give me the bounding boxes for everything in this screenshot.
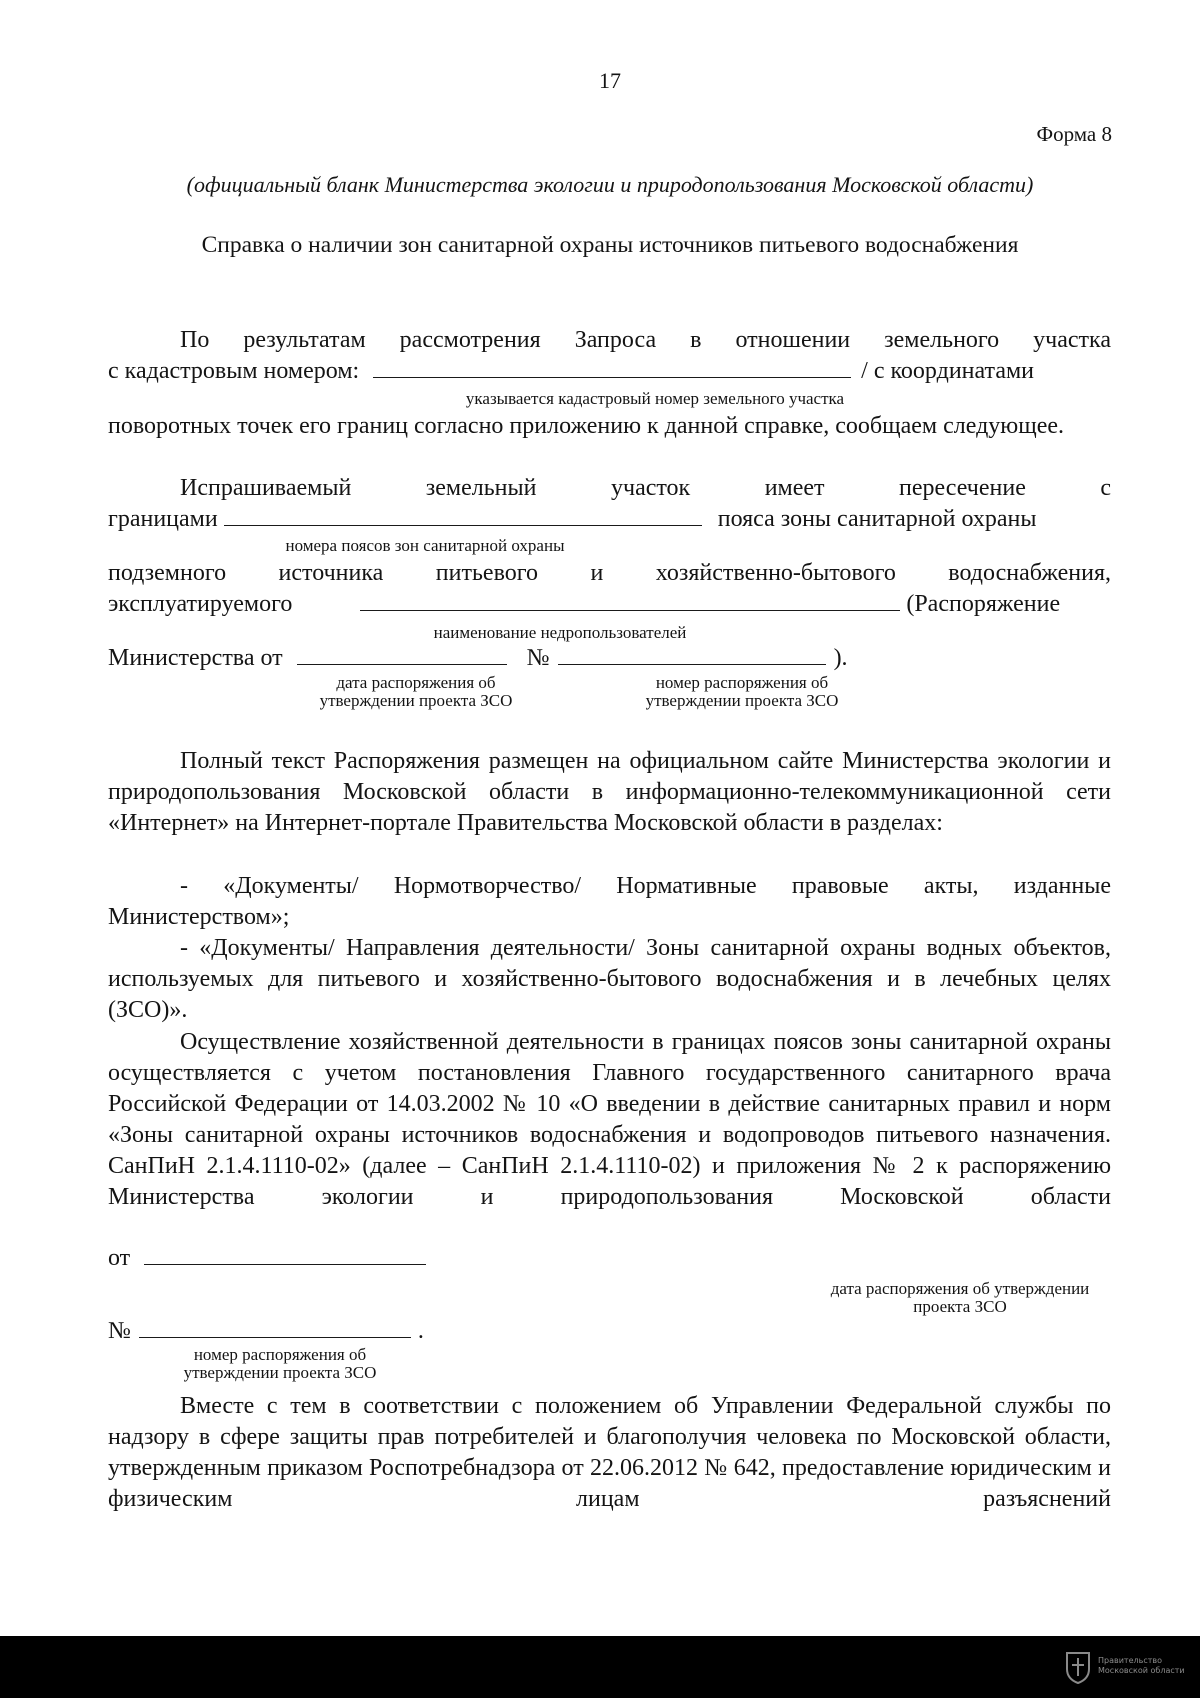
- order-date-blank: [297, 643, 507, 665]
- para3-bullet2: - «Документы/ Направления деятельности/ Зоны санитарной охраны водных объектов, используемых для питьевого и хозяйственно-бытового водоснабжения и в лечебных целях (ЗСО)».: [108, 935, 1111, 1023]
- subsoil-users-caption: наименование недропользователей: [433, 623, 687, 642]
- official-letterhead-note: (официальный бланк Министерства экологии и природопользования Московской области): [186, 172, 1034, 197]
- para3-text: Полный текст Распоряжения размещен на официальном сайте Министерства экологии и природопользования Московской области в информационно-телекоммуникационной сети «Интернет» на Интернет-портале Правительства Московской области в разделах:: [108, 748, 1111, 836]
- para2-line2: [108, 504, 1111, 535]
- sanitary-belts-blank: [224, 504, 702, 526]
- subsoil-users-blank: [360, 589, 900, 611]
- order-number-caption-2: номер распоряжения об утверждении проекта ЗСО: [183, 1345, 377, 1382]
- number-sign: №: [526, 645, 550, 671]
- para2-line1: Испрашиваемый земельный участок имеет пересечение с: [180, 475, 1111, 501]
- operated-by-label: эксплуатируемого: [108, 591, 293, 617]
- page-number: 17: [599, 68, 621, 93]
- order-date-caption: дата распоряжения об утверждении проекта ЗСО: [319, 673, 513, 710]
- para2-line5: [108, 643, 1111, 674]
- order-date-caption-2: дата распоряжения об утверждении проекта ЗСО: [830, 1279, 1090, 1316]
- order-date-blank-2: [144, 1243, 426, 1265]
- scan-footer-bar: [0, 1636, 1200, 1698]
- para4-number-line: [108, 1316, 1111, 1347]
- para4-text: Осуществление хозяйственной деятельности в границах поясов зоны санитарной охраны осуществляется с учетом постановления Главного государственного санитарного врача Российской Федерации от 14.03.2002 № 10 «О введении в действие санитарных правил и норм «Зоны санитарной охраны источников водоснабжения и водопроводов питьевого назначения. СанПиН 2.1.4.1110-02» (далее – СанПиН 2.1.4.1110-02) и приложения № 2 к распоряжению Министерства экологии и природопользования Московской области: [108, 1029, 1111, 1210]
- closing-paren: ).: [833, 645, 848, 671]
- para2-line3: подземного источника питьевого и хозяйственно-бытового водоснабжения,: [108, 560, 1111, 586]
- para1-line1: По результатам рассмотрения Запроса в отношении земельного участка: [180, 327, 1111, 353]
- watermark-line2: Московской области: [1098, 1666, 1185, 1675]
- sanitary-belts-caption: номера поясов зон санитарной охраны: [285, 536, 565, 555]
- para5-text: Вместе с тем в соответствии с положением об Управлении Федеральной службы по надзору в сфере защиты прав потребителей и благополучия человека по Московской области, утвержденным приказом Роспотребнадзора от 22.06.2012 № 642, предоставление юридическим и физическим лицам разъяснений: [108, 1393, 1111, 1512]
- watermark-text: [1098, 1656, 1198, 1676]
- document-title: Справка о наличии зон санитарной охраны источников питьевого водоснабжения: [201, 232, 1019, 258]
- watermark-line1: Правительство: [1098, 1656, 1162, 1665]
- para4-from-line: [108, 1243, 1111, 1274]
- para3-bullet1: - «Документы/ Нормотворчество/ Нормативные правовые акты, изданные Министерством»;: [108, 873, 1111, 930]
- coat-of-arms-icon: [1064, 1650, 1092, 1684]
- para2-line4: [108, 589, 1111, 620]
- para1-line2: [108, 356, 1111, 387]
- para1-rest: поворотных точек его границ согласно приложению к данной справке, сообщаем следующее.: [108, 413, 1064, 439]
- number-period: .: [417, 1318, 424, 1344]
- ministry-from-label: Министерства от: [108, 645, 283, 671]
- cadastral-number-caption: указывается кадастровый номер земельного участка: [465, 389, 845, 408]
- order-number-blank-2: [139, 1316, 411, 1338]
- order-number-blank: [558, 643, 826, 665]
- belt-zone-label: пояса зоны санитарной охраны: [717, 506, 1037, 532]
- order-label: (Распоряжение: [906, 591, 1061, 617]
- cadastral-number-blank: [373, 356, 851, 378]
- from-label: от: [108, 1245, 131, 1271]
- boundaries-label: границами: [108, 506, 218, 532]
- coordinates-label: / с координатами: [861, 358, 1035, 384]
- form-number: Форма 8: [1036, 122, 1112, 146]
- cadastral-label: с кадастровым номером:: [108, 358, 360, 384]
- number-sign-2: №: [108, 1318, 131, 1344]
- order-number-caption: номер распоряжения об утверждении проекта ЗСО: [645, 673, 839, 710]
